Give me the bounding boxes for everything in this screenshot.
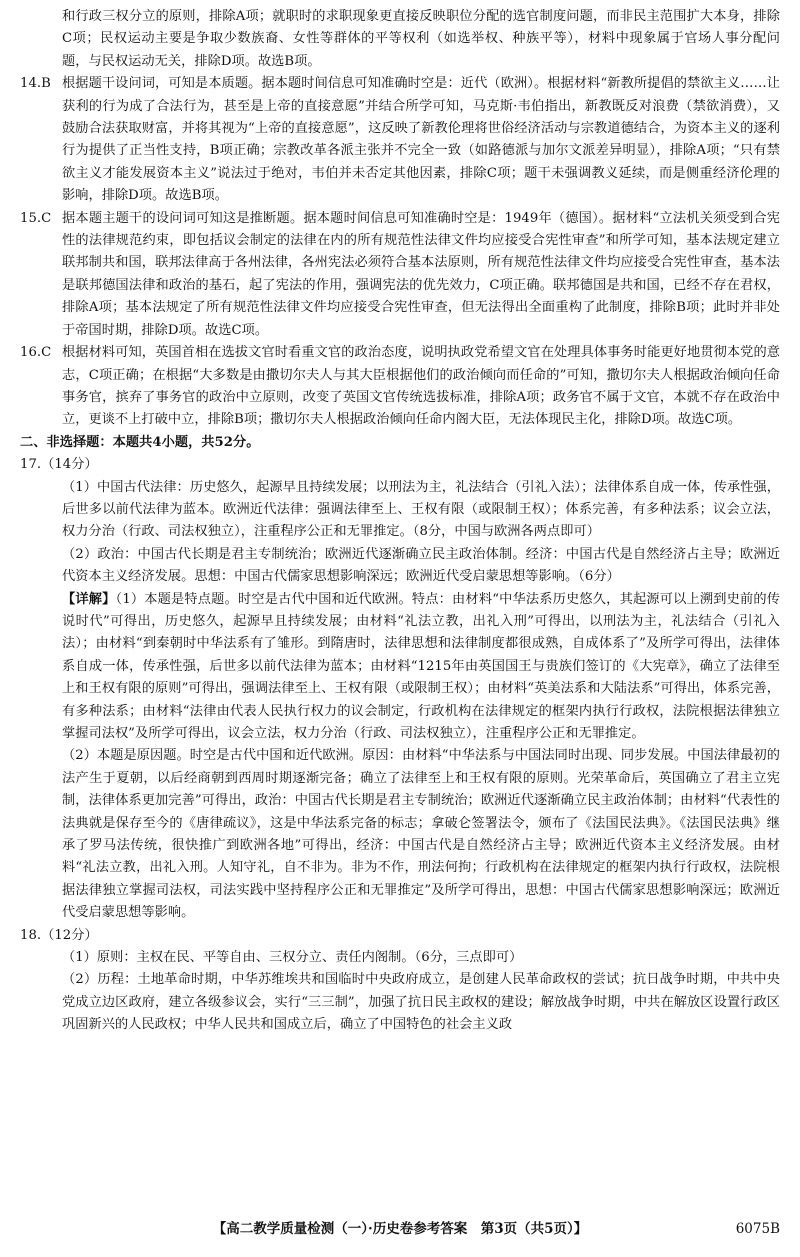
question-18-heading: 18.（12分） [20, 927, 98, 943]
question-17-answer-2: （2）政治：中国古代长期是君主专制统治；欧洲近代逐渐确立民主政治体制。经济：中国古代是自然经济占主导；欧洲近代资本主义经济发展。思想：中国古代儒家思想影响深远；欧洲近代受启蒙思想等影响。（6分） [62, 546, 780, 585]
question-15 [20, 208, 780, 342]
intro-paragraph: 和行政三权分立的原则，排除A项；就职时的求职现象更直接反映职位分配的选官制度问题，而非民主范围扩大本身，排除C项；民权运动主要是争取少数族裔、女性等群体的平等权利（如选举权、种族平等），材料中现象属于官场人事分配问题，与民权运动无关，排除D项。故选B项。 [62, 9, 780, 69]
detail-1-text: （1）本题是特点题。时空是古代中国和近代欧洲。特点：由材料“中华法系历史悠久，其起源可以上溯到史前的传说时代”可得出，历史悠久，起源早且持续发展；由材料“礼法立教，出礼入刑”可得出，以刑法为主，礼法结合（引礼入法）；由材料“到秦朝时中华法系有了雏形。到隋唐时，法律思想和法律制度都很成熟，自成体系了”及所学可得出，法律体系自成一体，传承性强，后世多以前代法律为蓝本；由材料“1215年由英国国王与贵族们签订的《大宪章》，确立了法律至上和王权有限的原则”可得出，强调法律至上、王权有限（或限制王权）；由材料“英美法系和大陆法系”可得出，体系完善，有多种法系；由材料“法律由代表人民执行权力的议会制定，行政机构在法律规定的框架内执行行政权，法院根据法律独立掌握司法权”及所学可得出，议会立法，权力分治（行政、司法权独立），注重程序公正和无罪推定。 [62, 591, 781, 741]
page-footer [20, 1218, 780, 1240]
footer-code: 6075B [735, 1221, 780, 1237]
question-16-number: 16.C [20, 345, 52, 361]
question-17-detail-2: （2）本题是原因题。时空是古代中国和近代欧洲。原因：由材料“中华法系与中国法同时出现、同步发展。中国法律最初的法产生于夏朝，以后经商朝到西周时期逐渐完备；确立了法律至上和王权有限的原则。光荣革命后，英国确立了君主立宪制，法律体系更加完善”可得出，政治：中国古代长期是君主专制统治；欧洲近代逐渐确立民主政治体制；由材料“代表性的法典就是保存至今的《唐律疏议》，这是中华法系完备的标志；拿破仑签署法令，颁布了《法国民法典》。《法国民法典》继承了罗马法传统，很快推广到欧洲各地”可得出，经济：中国古代是自然经济占主导；欧洲近代资本主义经济发展。由材料“礼法立教，出礼入刑。人知守礼，自不非为。非为不作，刑法何拘；行政机构在法律规定的框架内执行行政权，法院根据法律独立掌握司法权，司法实践中坚持程序公正和无罪推定”及所学可得出，思想：中国古代儒家思想影响深远；欧洲近代受启蒙思想等影响。 [62, 748, 780, 921]
question-14 [20, 73, 780, 207]
question-17-answer-1: （1）中国古代法律：历史悠久，起源早且持续发展；以刑法为主，礼法结合（引礼入法）；法律体系自成一体，传承性强，后世多以前代法律为蓝本。欧洲近代法律：强调法律至上、王权有限（或限制王权）；体系完善，有多种法系；议会立法，权力分治（行政、司法权独立），注重程序公正和无罪推定。（8分，中国与欧洲各两点即可） [62, 479, 780, 540]
detail-tag: 【详解】 [62, 591, 116, 607]
question-15-text: 据本题主题干的设问词可知这是推断题。据本题时间信息可知准确时空是：1949年（德国）。据材料“立法机关须受到合宪性的法律规范约束，即包括议会制定的法律在内的所有规范性法律文件均应接受合宪性审查”和所学可知，基本法规定建立联邦制共和国，联邦法律高于各州法律，各州宪法必须符合基本法原则，所有规范性法律文件均应接受合宪性审查，基本法是联邦德国法律和政治的基石，起了宪法的作用，强调宪法的优先效力，C项正确。联邦德国是共和国，已经不存在君权，排除A项；基本法规定了所有规范性法律文件均应接受合宪性审查，但无法得出全面重构了此制度，排除B项；此时并非处于帝国时期，排除D项。故选C项。 [62, 210, 780, 338]
question-18-answer-1: （1）原则：主权在民、平等自由、三权分立、责任内阁制。（6分，三点即可） [62, 950, 523, 966]
question-17-heading: 17.（14分） [20, 457, 98, 473]
answer-page [20, 6, 780, 1037]
section-two-heading: 二、非选择题：本题共4小题，共52分。 [20, 434, 260, 450]
footer-title: 【高二教学质量检测（一）·历史卷参考答案 第3页（共5页）】 [212, 1221, 588, 1237]
question-14-text: 根据题干设问词，可知是本质题。据本题时间信息可知准确时空是：近代（欧洲）。根据材料“新教所提倡的禁欲主义……让获利的行为成了合法行为，甚至是上帝的直接意愿”并结合所学可知，马克斯·韦伯指出，新教既反对浪费（禁欲消费），又鼓励合法获取财富，并将其视为“上帝的直接意愿”，这反映了新教伦理将世俗经济活动与宗教道德结合，为资本主义的逐利行为提供了正当性支持，B项正确；宗教改革各派主张并不完全一致（如路德派与加尔文派差异明显），排除A项；“只有禁欲主义才能发展资本主义”说法过于绝对，韦伯并未否定其他因素，排除C项；题干未强调教义延续，而是侧重经济伦理的影响，排除D项。故选B项。 [62, 76, 780, 204]
question-18-answer-2: （2）历程：土地革命时期，中华苏维埃共和国临时中央政府成立，是创建人民革命政权的尝试；抗日战争时期，中共中央党成立边区政府，建立各级参议会，实行“三三制”，加强了抗日民主政权的建设；解放战争时期，中共在解放区设置行政区巩固新兴的人民政权；中华人民共和国成立后，确立了中国特色的社会主义政 [62, 972, 780, 1033]
question-16 [20, 342, 780, 432]
question-15-number: 15.C [20, 210, 52, 226]
question-14-number: 14.B [20, 76, 51, 92]
question-17-detail-1 [20, 589, 780, 746]
question-16-text: 根据材料可知，英国首相在选拔文官时看重文官的政治态度，说明执政党希望文官在处理具体事务时能更好地贯彻本党的意志，C项正确；在根据“大多数是由撒切尔夫人与其大臣根据他们的政治倾向而任命的”可知，撒切尔夫人根据政治倾向任命事务官，摈弃了事务官的政治中立原则，改变了英国文官传统选拔标准，排除A项；政务官不属于文官，本就不存在政治中立，更谈不上打破中立，排除B项；撒切尔夫人根据政治倾向任命内阁大臣，无法体现民主化，排除D项。故选C项。 [62, 345, 780, 428]
